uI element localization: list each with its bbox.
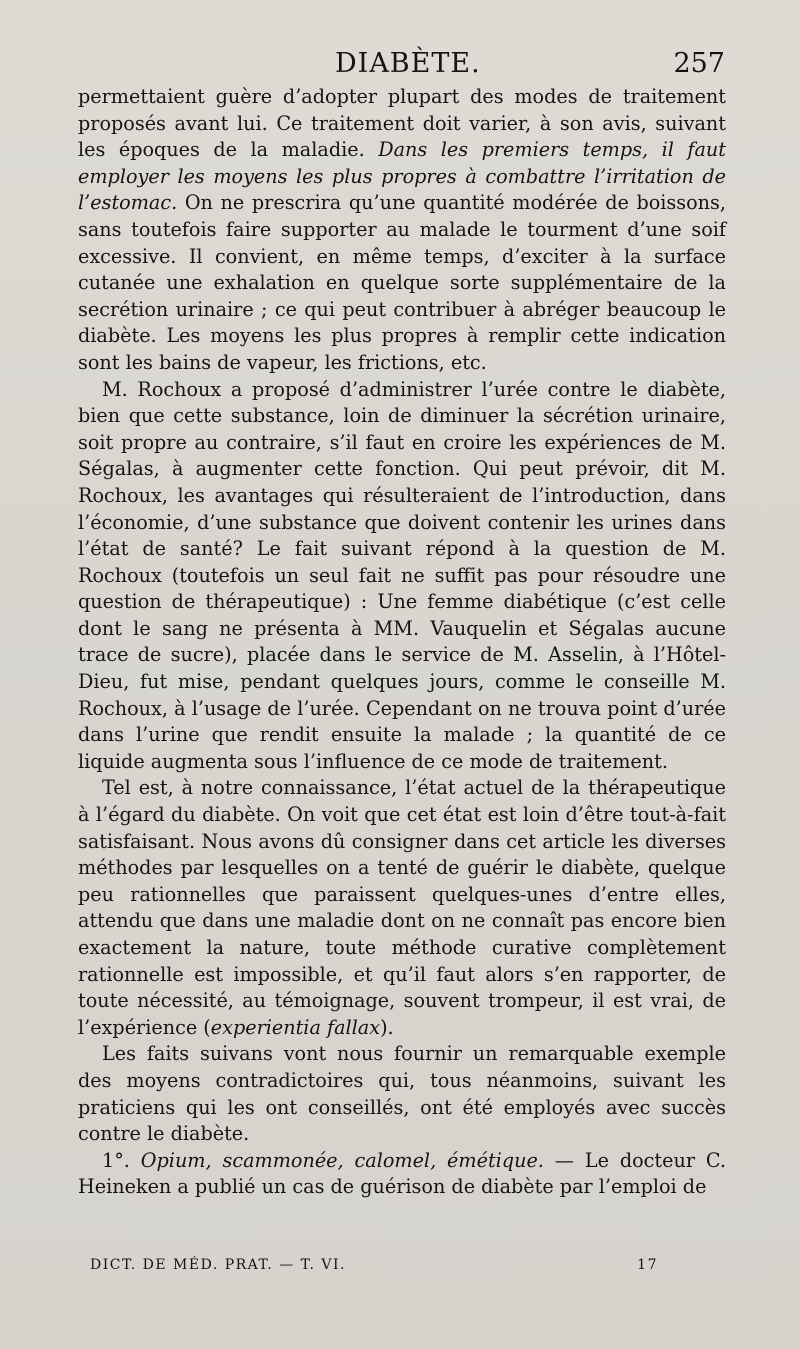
- italic-text: Dans les premiers temps, il faut employer les moyens les plus propres à combattre l’irritation de l’estomac.: [78, 138, 726, 215]
- paragraph: [78, 775, 726, 1041]
- body-text: [78, 84, 726, 1201]
- paragraph: [78, 84, 726, 377]
- running-title: DIABÈTE.: [335, 48, 481, 79]
- italic-text: experientia fallax: [210, 1015, 381, 1039]
- page-footer: [90, 1257, 670, 1281]
- signature-number: 17: [637, 1257, 658, 1273]
- italic-text: Opium, scammonée, calomel, émétique.: [140, 1148, 544, 1172]
- text-run: On ne prescrira qu’une quantité modérée de boissons, sans toutefois faire supporter au malade le tourment d’une soif excessive. Il convient, en même temps, d’exciter à la surface cutanée une exhalation en quelque sorte supplémentaire de la secrétion urinaire ; ce qui peut contribuer à abréger beaucoup le diabète. Les moyens les plus propres à remplir cette indication sont les bains de vapeur, les frictions, etc.: [78, 191, 726, 374]
- text-run: M. Rochoux a proposé d’administrer l’urée contre le diabète, bien que cette substance, loin de diminuer la sécrétion urinaire, soit propre au contraire, s’il faut en croire les expériences de M. Ségalas, à augmenter cette fonction. Qui peut prévoir, dit M. Rochoux, les avantages qui résulteraient de l’introduction, dans l’économie, d’une substance que doivent contenir les urines dans l’état de santé? Le fait suivant répond à la question de M. Rochoux (toutefois un seul fait ne suffit pas pour résoudre une question de thérapeutique) : Une femme diabétique (c’est celle dont le sang ne présenta à MM. Vauquelin et Ségalas aucune trace de sucre), placée dans le service de M. Asselin, à l’Hôtel-Dieu, fut mise, pendant quelques jours, comme le conseille M. Rochoux, à l’usage de l’urée. Cependant on ne trouva point d’urée dans l’urine que rendit ensuite la malade ; la quantité de ce liquide augmenta sous l’influence de ce mode de traitement.: [78, 377, 726, 773]
- text-run: 1°.: [102, 1148, 141, 1172]
- paragraph: [78, 1041, 726, 1147]
- page-number: 257: [673, 48, 725, 79]
- paragraph: [78, 1148, 726, 1201]
- text-run: Les faits suivans vont nous fournir un remarquable exemple des moyens contradictoires qui, tous néanmoins, suivant les praticiens qui les ont conseillés, ont été employés avec succès contre le diabète.: [78, 1042, 726, 1146]
- text-run: permettaient guère d’adopter plupart des modes de traitement proposés avant lui. Ce traitement doit varier, à son avis, suivant les époques de la maladie.: [78, 85, 726, 162]
- page-header: [80, 48, 725, 88]
- text-run: — Le docteur C. Heineken a publié un cas de guérison de diabète par l’emploi de: [78, 1148, 727, 1199]
- text-run: Tel est, à notre connaissance, l’état actuel de la thérapeutique à l’égard du diabète. On voit que cet état est loin d’être tout-à-fait satisfaisant. Nous avons dû consigner dans cet article les diverses méthodes par lesquelles on a tenté de guérir le diabète, quelque peu rationnelles que paraissent quelques-unes d’entre elles, attendu que dans une maladie dont on ne connaît pas encore bien exactement la nature, toute méthode curative complètement rationnelle est impossible, et qu’il faut alors s’en rapporter, de toute nécessité, au témoignage, souvent trompeur, il est vrai, de l’expérience (: [78, 776, 726, 1039]
- paragraph: [78, 377, 726, 776]
- printer-signature: DICT. DE MÉD. PRAT. — T. VI.: [90, 1257, 346, 1273]
- text-run: ).: [380, 1015, 394, 1039]
